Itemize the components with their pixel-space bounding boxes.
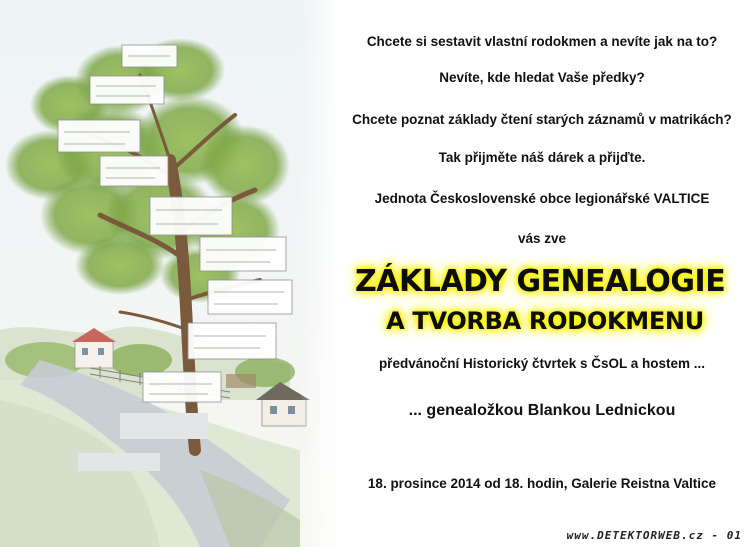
- organizer-line: Jednota Československé obce legionářské VALTICE: [374, 191, 710, 206]
- guest-line: ... genealožkou Blankou Lednickou: [408, 402, 676, 419]
- event-date-location: 18. prosince 2014 od 18. hodin, Galerie Reistna Valtice: [367, 476, 717, 491]
- family-tree-illustration: [0, 0, 340, 547]
- headline-subtitle: A TVORBA RODOKMENU: [386, 307, 704, 335]
- invitation-line-2: Nevíte, kde hledat Vaše předky?: [439, 70, 645, 85]
- headline-title: ZÁKLADY GENEALOGIE: [355, 264, 726, 299]
- blank-placard: [120, 413, 208, 439]
- invitation-line-4: Tak přijměte náš dárek a přijďte.: [438, 150, 646, 165]
- footer-url: www.DETEKTORWEB.cz - 01: [566, 529, 742, 542]
- invites-line: vás zve: [517, 231, 567, 246]
- invitation-line-1: Chcete si sestavit vlastní rodokmen a nevíte jak na to?: [366, 34, 718, 49]
- invitation-line-3: Chcete poznat základy čtení starých záznamů v matrikách?: [352, 112, 732, 127]
- event-subtitle: předvánoční Historický čtvrtek s ČsOL a hostem ...: [378, 356, 706, 371]
- blank-placard: [78, 453, 160, 471]
